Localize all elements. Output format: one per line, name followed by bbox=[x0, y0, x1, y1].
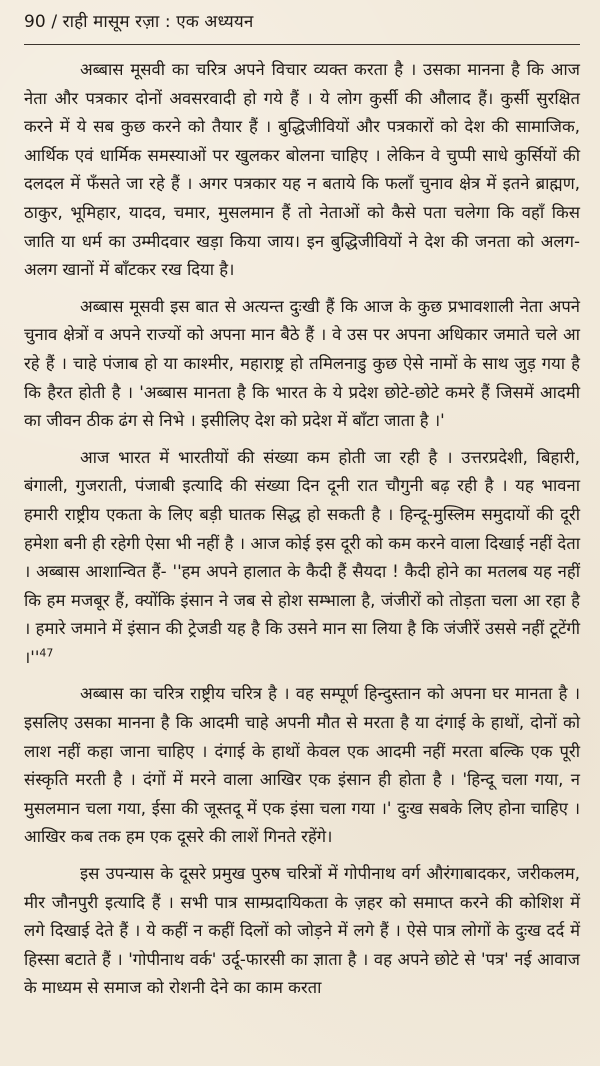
paragraph-3-text: आज भारत में भारतीयों की संख्या कम होती जा रही है । उत्तरप्रदेशी, बिहारी, बंगाली, गुजराती, पंजाबी इत्यादि की संख्या दिन दूनी रात चौगुनी बढ़ रही है । यह भावना हमारी राष्ट्रीय एकता के लिए बड़ी घातक सिद्ध हो सकती है । हिन्दू-मुस्लिम समुदायों की दूरी हमेशा बनी ही रहेगी ऐसा भी नहीं है । आज कोई इस दूरी को कम करने वाला दिखाई नहीं देता । अब्बास आशान्वित हैं- ''हम अपने हालात के कैदी हैं सैयदा ! कैदी होने का मतलब यह नहीं कि हम मजबूर हैं, क्योंकि इंसान ने जब से होश सम्भाला है, जंजीरों को तोड़ता चला आ रहा है । हमारे जमाने में इंसान की ट्रेजडी यह है कि उसने मान सा लिया है कि जंजीरें उससे नहीं टूटेंगी ।'' bbox=[24, 447, 580, 667]
footnote-reference: 47 bbox=[39, 646, 54, 660]
paragraph-3 bbox=[24, 444, 580, 673]
paragraph-2: अब्बास मूसवी इस बात से अत्यन्त दुःखी हैं कि आज के कुछ प्रभावशाली नेता अपने चुनाव क्षेत्रों व अपने राज्यों को अपना मान बैठे हैं । वे उस पर अपना अधिकार जमाते चले आ रहे हैं । चाहे पंजाब हो या काश्मीर, महाराष्ट्र हो तमिलनाडु कुछ ऐसे नामों के साथ जुड़ गया है कि हैरत होती है । 'अब्बास मानता है कि भारत के ये प्रदेश छोटे-छोटे कमरे हैं जिसमें आदमी का जीवन ठीक ढंग से निभे । इसीलिए देश को प्रदेश में बाँटा जाता है ।' bbox=[24, 296, 580, 431]
paragraph-4: अब्बास का चरित्र राष्ट्रीय चरित्र है । वह सम्पूर्ण हिन्दुस्तान को अपना घर मानता है । इसलिए उसका मानना है कि आदमी चाहे अपनी मौत से मरता है या दंगाई के हाथों, दोनों को लाश नहीं कहा जाना चाहिए । दंगाई के हाथों केवल एक आदमी नहीं मरता बल्कि एक पूरी संस्कृति मरती है । दंगों में मरने वाला आखिर एक इंसान ही होता है । 'हिन्दू चला गया, न मुसलमान चला गया, ईसा की जूस्तदू में एक इंसा चला गया ।' दुःख सबके लिए होना चाहिए । आखिर कब तक हम एक दूसरे की लाशें गिनते रहेंगे। bbox=[24, 684, 580, 847]
paragraph-1: अब्बास मूसवी का चरित्र अपने विचार व्यक्त करता है । उसका मानना है कि आज नेता और पत्रकार दोनों अवसरवादी हो गये हैं । ये लोग कुर्सी की औलाद हैं। कुर्सी सुरक्षित करने में ये सब कुछ करने को तैयार हैं । बुद्धिजीवियों और पत्रकारों को देश की सामाजिक, आर्थिक एवं धार्मिक समस्याओं पर खुलकर बोलना चाहिए । लेकिन वे चुप्पी साधे कुर्सियों की दलदल में फँसते जा रहे हैं । अगर पत्रकार यह न बताये कि फलाँ चुनाव क्षेत्र में इतने ब्राह्मण, ठाकुर, भूमिहार, यादव, चमार, मुसलमान हैं तो नेताओं को कैसे पता चलेगा कि वहाँ किस जाति या धर्म का उम्मीदवार खड़ा किया जाय। इन बुद्धिजीवियों ने देश की जनता को अलग-अलग खानों में बाँटकर रख दिया है। bbox=[24, 60, 581, 280]
header-rule bbox=[24, 44, 580, 45]
paragraph-5: इस उपन्यास के दूसरे प्रमुख पुरुष चरित्रों में गोपीनाथ वर्ग औरंगाबादकर, जरीकलम, मीर जौनपुरी इत्यादि हैं । सभी पात्र साम्प्रदायिकता के ज़हर को समाप्त करने की कोशिश में लगे दिखाई देते हैं । ये कहीं न कहीं दिलों को जोड़ने में लगे हैं । ऐसे पात्र लोगों के दुःख दर्द में हिस्सा बटाते हैं । 'गोपीनाथ वर्क' उर्दू-फारसी का ज्ञाता है । वह अपने छोटे से 'पत्र' नई आवाज के माध्यम से समाज को रोशनी देने का काम करता bbox=[24, 864, 580, 998]
running-head: 90 / राही मासूम रज़ा : एक अध्ययन bbox=[24, 12, 254, 32]
page-body bbox=[24, 56, 580, 1056]
